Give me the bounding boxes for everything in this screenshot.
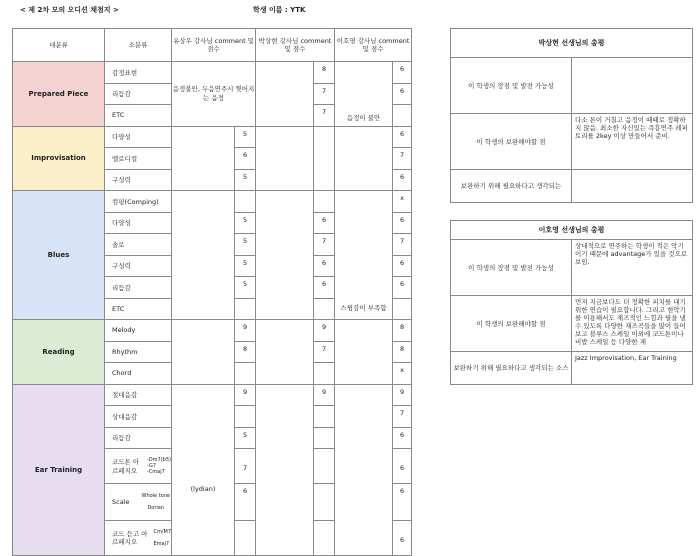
sub-item: 리듬감 (105, 277, 172, 299)
t2-score: 6 (314, 212, 335, 234)
t3-score: 9 (393, 384, 412, 406)
t1-score: 8 (235, 341, 256, 363)
sub-item: ETC (105, 298, 172, 320)
review-value (572, 170, 693, 203)
sub-item: Scale (112, 498, 130, 506)
t3-score: 6 (393, 255, 412, 277)
t3-score: 6 (393, 169, 412, 191)
t3-score: 6 (393, 83, 412, 105)
t3-score: 6 (393, 62, 412, 84)
t3-score: 6 (393, 277, 412, 299)
t2-score: 8 (314, 62, 335, 84)
review-label: 이 학생의 장점 및 발전 가능성 (451, 240, 572, 296)
t3-score: 6 (393, 126, 412, 148)
t3-score: 6 (393, 484, 412, 521)
t2-score: 7 (314, 234, 335, 256)
sub-item: 감정표현 (105, 62, 172, 84)
t2-score: 7 (314, 341, 335, 363)
review-label: 이 학생의 보완해야할 점 (451, 296, 572, 352)
review-value: 상대적으로 연주하는 학생이 적은 악기이기 때문에 advantage가 있을 것으로 보임. (572, 240, 693, 296)
t3-score: 6 (393, 427, 412, 449)
sub-item: 다양성 (105, 126, 172, 148)
review-label: 이 학생의 보완해야할 점 (451, 114, 572, 170)
t2-score: 9 (314, 320, 335, 342)
review-value: 다소 톤이 거칠고 음정이 때때로 정확하지 않음. 최소한 자신있는 즉흥연주 레퍼토리를 2key 이상 만들어서 준비. (572, 114, 693, 170)
col-category: 대분류 (13, 29, 105, 62)
sub-item: Chord (105, 363, 172, 385)
t1-score (235, 191, 256, 213)
student-name: 학생 이름 : YTK (253, 6, 306, 14)
t3-score: 7 (393, 148, 412, 170)
sub-item: 다양성 (105, 212, 172, 234)
t3-score: 8 (393, 320, 412, 342)
review-title: 이호영 선생님의 총평 (451, 221, 693, 240)
t2-score: 6 (314, 255, 335, 277)
sub-item: 구성력 (105, 255, 172, 277)
t1-score: 6 (235, 484, 256, 521)
review-label: 보완하기 위해 필요하다고 생각되는 (451, 170, 572, 203)
sub-item: 솔로 (105, 234, 172, 256)
sub-item: Rhythm (105, 341, 172, 363)
t1-score: 9 (235, 320, 256, 342)
t1-score: 6 (235, 148, 256, 170)
t3-score: 6 (393, 212, 412, 234)
t2-score: 6 (314, 277, 335, 299)
sub-item: 멜로디컬 (105, 148, 172, 170)
category-prepared: Prepared Piece (13, 62, 105, 127)
t1-comment: (lydian) (172, 384, 235, 556)
t2-score: 9 (314, 384, 335, 406)
sub-item: 코드톤 아르페지오 (112, 458, 140, 475)
review-label: 이 학생의 장점 및 발전 가능성 (451, 58, 572, 114)
review-table-park (450, 28, 693, 203)
review-table-lee (450, 220, 693, 385)
t3-score: 7 (393, 234, 412, 256)
review-title: 박상현 선생님의 총평 (451, 29, 693, 58)
category-ear-training: Ear Training (13, 384, 105, 556)
t1-score: 5 (235, 212, 256, 234)
t1-score: 5 (235, 255, 256, 277)
t1-comment: 음정불안, 두음연주시 찢어지는 음정 (172, 62, 256, 127)
t3-score: 8 (393, 341, 412, 363)
review-value: 먼저 지금보다도 더 정확한 피치를 내기 위한 연습이 필요합니다. 그리고 현악기를 이용해서도 재즈적인 느낌과 필을 낼 수 있도록 다양한 재즈곡들을 많이 들어보고 블루스 스케일 이외에 코드톤이나 비밥 스케일 등 다양한 재 (572, 296, 693, 352)
t3-score: x (393, 191, 412, 213)
review-value (572, 58, 693, 114)
review-value: Jazz Improvisation, Ear Training (572, 352, 693, 385)
t3-score: x (393, 363, 412, 385)
sub-item: 리듬감 (105, 83, 172, 105)
t1-score: 5 (235, 234, 256, 256)
t3-score (393, 105, 412, 127)
t1-score: 9 (235, 384, 256, 406)
sub-item: ETC (105, 105, 172, 127)
t1-score: 5 (235, 169, 256, 191)
chord-note: -Dm7(b5) (147, 457, 171, 463)
t1-score: 7 (235, 449, 256, 484)
sub-item: Melody (105, 320, 172, 342)
sub-item: 리듬감 (105, 427, 172, 449)
score-table (12, 28, 412, 556)
category-blues: Blues (13, 191, 105, 320)
t2-score (314, 191, 335, 213)
chord-note: -G7 (147, 463, 157, 469)
sub-item: 컴핑(Comping) (105, 191, 172, 213)
chord-note: -Cmaj7 (147, 469, 165, 475)
col-sub: 소분류 (105, 29, 172, 62)
t2-score: 7 (314, 105, 335, 127)
page-title: < 제 2차 모의 오디션 채점지 > (20, 6, 119, 14)
t1-score: 5 (235, 277, 256, 299)
col-teacher3: 이호영 강사님 comment 및 점수 (335, 29, 412, 62)
t3-score: 6 (393, 521, 412, 556)
review-label: 보완하기 위해 필요하다고 생각되는 소스 (451, 352, 572, 385)
t3-score: 7 (393, 406, 412, 428)
t3-comment: 음정이 불안 (335, 62, 393, 127)
scale-note: Dorian (147, 505, 165, 511)
category-reading: Reading (13, 320, 105, 385)
chord-note: Cm/M7 (153, 529, 171, 535)
sub-item: 절대음감 (105, 384, 172, 406)
t3-score: 6 (393, 449, 412, 484)
t1-score: 5 (235, 427, 256, 449)
t1-score: 5 (235, 126, 256, 148)
sub-item: 코드 듣고 아르페지오 (112, 530, 148, 546)
t3-comment: 스윙감이 부족함 (335, 191, 393, 320)
t2-score: 7 (314, 83, 335, 105)
category-improvisation: Improvisation (13, 126, 105, 191)
sub-item: 상대음감 (105, 406, 172, 428)
chord-note: Emaj7 (153, 541, 170, 547)
sub-item: 구성력 (105, 169, 172, 191)
scale-note: Whole tone (141, 493, 170, 499)
col-teacher1: 유상우 강사님 comment 및 점수 (172, 29, 256, 62)
col-teacher2: 박상현 강사님 comment 및 점수 (256, 29, 335, 62)
